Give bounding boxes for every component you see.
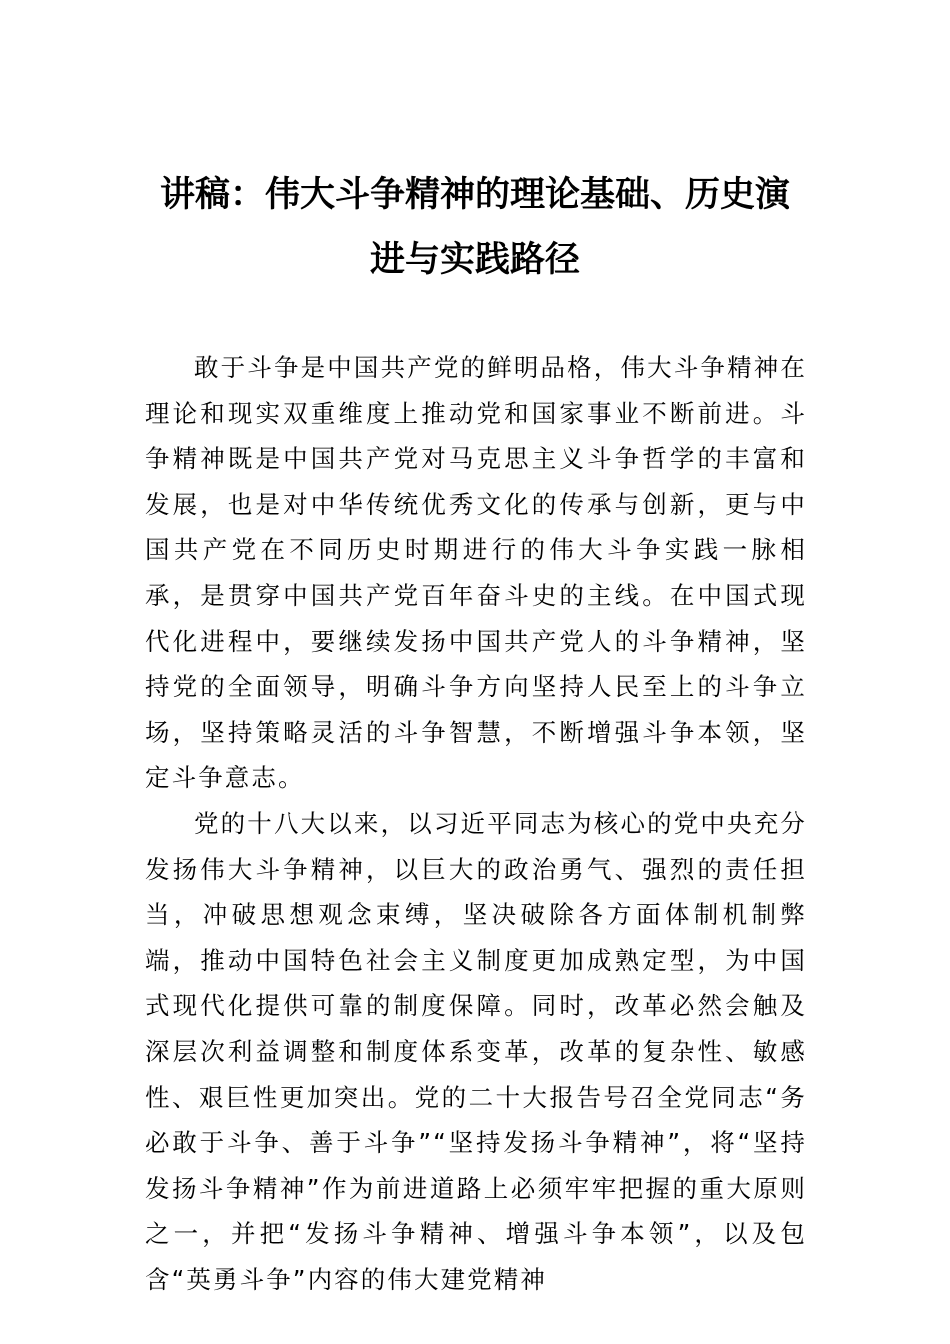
document-title xyxy=(145,162,805,292)
body-paragraph-2: 党的十八大以来，以习近平同志为核心的党中央充分发扬伟大斗争精神，以巨大的政治勇气、强烈的责任担当，冲破思想观念束缚，坚决破除各方面体制机制弊端，推动中国特色社会主义制度更加成熟定型，为中国式现代化提供可靠的制度保障。同时，改革必然会触及深层次利益调整和制度体系变革，改革的复杂性、敏感性、艰巨性更加突出。党的二十大报告号召全党同志“务必敢于斗争、善于斗争”“坚持发扬斗争精神”，将“坚持发扬斗争精神”作为前进道路上必须牢牢把握的重大原则之一，并把“发扬斗争精神、增强斗争本领”，以及包含“英勇斗争”内容的伟大建党精神 xyxy=(145,808,807,1294)
document-body xyxy=(145,345,807,1302)
title-line-2: 进与实践路径 xyxy=(369,239,580,280)
title-line-1: 讲稿：伟大斗争精神的理论基础、历史演 xyxy=(159,174,790,215)
body-paragraph-1: 敢于斗争是中国共产党的鲜明品格，伟大斗争精神在理论和现实双重维度上推动党和国家事业不断前进。斗争精神既是中国共产党对马克思主义斗争哲学的丰富和发展，也是对中华传统优秀文化的传承与创新，更与中国共产党在不同历史时期进行的伟大斗争实践一脉相承，是贯穿中国共产党百年奋斗史的主线。在中国式现代化进程中，要继续发扬中国共产党人的斗争精神，坚持党的全面领导，明确斗争方向坚持人民至上的斗争立场，坚持策略灵活的斗争智慧，不断增强斗争本领，坚定斗争意志。 xyxy=(145,353,807,793)
